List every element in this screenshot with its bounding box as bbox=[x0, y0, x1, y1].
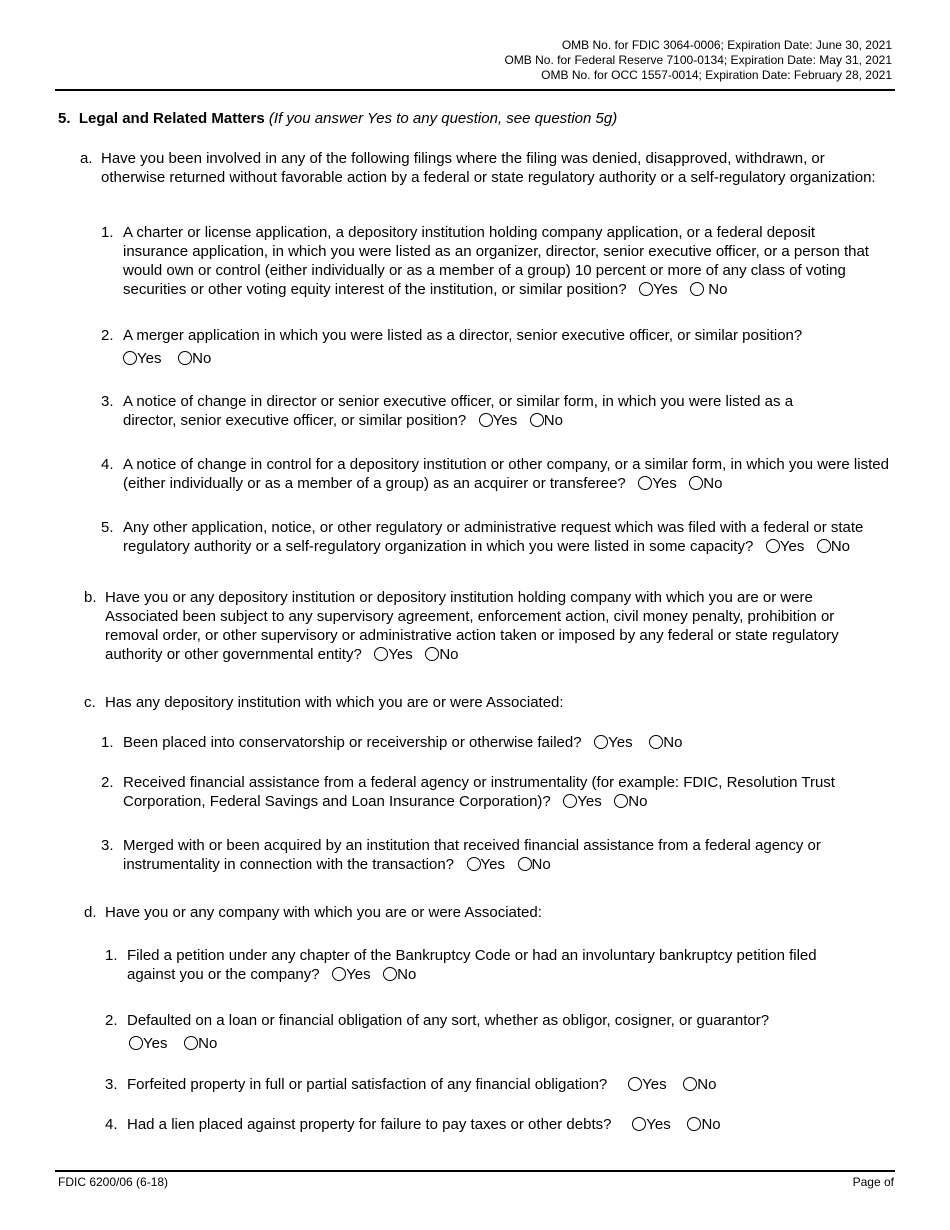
d2-yes-radio[interactable] bbox=[129, 1036, 143, 1050]
question-c3 bbox=[101, 836, 861, 874]
yes-label: Yes bbox=[143, 1035, 168, 1052]
no-label: No bbox=[628, 793, 648, 810]
question-d3 bbox=[105, 1075, 885, 1094]
a4-no-radio[interactable] bbox=[689, 476, 703, 490]
question-a1-label: 1. bbox=[101, 224, 114, 241]
question-c-label: c. bbox=[84, 694, 96, 711]
section-note: (If you answer Yes to any question, see question 5g) bbox=[268, 110, 618, 127]
no-label: No bbox=[703, 475, 723, 492]
question-a1-text: A charter or license application, a depository institution holding company application, or a federal deposit insurance application, in which you were listed as an organizer, director, senior executive officer, or a person that would own or control (either individually or as a member of a group) 10 percent or more of any class of voting securities or other voting equity interest of the institution, or similar position? bbox=[123, 224, 869, 298]
question-d1 bbox=[105, 946, 855, 984]
question-a5-label: 5. bbox=[101, 519, 114, 536]
a1-no-radio[interactable] bbox=[690, 282, 704, 296]
question-d4-label: 4. bbox=[105, 1116, 118, 1133]
omb-header bbox=[504, 38, 892, 83]
question-d-label: d. bbox=[84, 904, 97, 921]
d2-no-radio[interactable] bbox=[184, 1036, 198, 1050]
omb-line-federal-reserve: OMB No. for Federal Reserve 7100-0134; Expiration Date: May 31, 2021 bbox=[504, 53, 892, 67]
yes-label: Yes bbox=[480, 856, 506, 873]
question-d3-label: 3. bbox=[105, 1076, 118, 1093]
d3-no-radio[interactable] bbox=[683, 1077, 697, 1091]
question-c2-text: Received financial assistance from a federal agency or instrumentality (for example: FDIC, Resolution Trust Corporation, Federal Savings and Loan Insurance Corporation)? bbox=[123, 774, 835, 810]
question-c3-label: 3. bbox=[101, 837, 114, 854]
no-label: No bbox=[830, 538, 851, 555]
yes-label: Yes bbox=[653, 281, 678, 298]
question-c3-text: Merged with or been acquired by an institution that received financial assistance from a federal agency or instrumentality in connection with the transaction? bbox=[123, 837, 821, 873]
c1-yes-radio[interactable] bbox=[594, 735, 608, 749]
question-d bbox=[84, 903, 874, 922]
c2-yes-radio[interactable] bbox=[563, 794, 577, 808]
a1-yes-radio[interactable] bbox=[639, 282, 653, 296]
question-a4-label: 4. bbox=[101, 456, 114, 473]
b-yes-radio[interactable] bbox=[374, 647, 388, 661]
question-a5-text: Any other application, notice, or other regulatory or administrative request which was filed with a federal or state regulatory authority or a self-regulatory organization in which you were listed in some capacity? bbox=[123, 519, 864, 555]
yes-label: Yes bbox=[388, 646, 413, 663]
yes-label: Yes bbox=[642, 1076, 667, 1093]
no-label: No bbox=[697, 1076, 717, 1093]
question-a-text: Have you been involved in any of the following filings where the filing was denied, disapproved, withdrawn, or otherwise returned without favorable action by a federal or state regulatory authority or a self-regulatory organization: bbox=[101, 150, 876, 186]
no-label: No bbox=[192, 350, 212, 367]
d1-no-radio[interactable] bbox=[383, 967, 397, 981]
yes-label: Yes bbox=[577, 793, 602, 810]
c2-no-radio[interactable] bbox=[614, 794, 628, 808]
question-c-text: Has any depository institution with which you are or were Associated: bbox=[105, 694, 564, 711]
d4-yes-radio[interactable] bbox=[632, 1117, 646, 1131]
c3-no-radio[interactable] bbox=[518, 857, 532, 871]
no-label: No bbox=[708, 281, 728, 298]
question-c1-label: 1. bbox=[101, 734, 114, 751]
a2-no-radio[interactable] bbox=[178, 351, 192, 365]
section-heading: Legal and Related Matters bbox=[78, 110, 265, 127]
question-c2-label: 2. bbox=[101, 774, 114, 791]
d3-yes-radio[interactable] bbox=[628, 1077, 642, 1091]
yes-label: Yes bbox=[346, 966, 371, 983]
question-a3-label: 3. bbox=[101, 393, 114, 410]
section-number: 5. bbox=[58, 110, 71, 127]
question-d-text: Have you or any company with which you are or were Associated: bbox=[105, 904, 542, 921]
section-title bbox=[58, 110, 617, 127]
no-label: No bbox=[531, 856, 551, 873]
question-a bbox=[80, 149, 880, 187]
no-label: No bbox=[543, 412, 563, 429]
a5-no-radio[interactable] bbox=[817, 539, 831, 553]
a4-yes-radio[interactable] bbox=[638, 476, 652, 490]
yes-label: Yes bbox=[652, 475, 677, 492]
question-b-text: Have you or any depository institution or depository institution holding company with which you are or were Associated been subject to any supervisory agreement, enforcement action, civil money penalty, prohibition or removal order, or other supervisory or administrative action taken or imposed by any federal or state regulatory authority or other governmental entity? bbox=[105, 589, 839, 663]
question-c bbox=[84, 693, 874, 712]
question-a4-text: A notice of change in control for a depository institution or other company, or a similar form, in which you were listed (either individually or as a member of a group) as an acquirer or transferee? bbox=[123, 456, 889, 492]
question-b bbox=[84, 588, 874, 664]
header-divider bbox=[55, 89, 895, 91]
yes-label: Yes bbox=[492, 412, 518, 429]
question-a5 bbox=[101, 518, 896, 556]
c3-yes-radio[interactable] bbox=[467, 857, 481, 871]
footer-divider bbox=[55, 1170, 895, 1172]
question-d2 bbox=[105, 1011, 885, 1053]
yes-label: Yes bbox=[646, 1116, 671, 1133]
question-a3 bbox=[101, 392, 841, 430]
question-a1 bbox=[101, 223, 871, 299]
question-d2-text: Defaulted on a loan or financial obligation of any sort, whether as obligor, cosigner, or guarantor? bbox=[127, 1012, 770, 1029]
question-c1 bbox=[101, 733, 881, 752]
yes-label: Yes bbox=[608, 734, 633, 751]
b-no-radio[interactable] bbox=[425, 647, 439, 661]
no-label: No bbox=[701, 1116, 721, 1133]
question-c1-text: Been placed into conservatorship or receivership or otherwise failed? bbox=[123, 734, 582, 751]
question-a2-label: 2. bbox=[101, 327, 114, 344]
question-d4-text: Had a lien placed against property for failure to pay taxes or other debts? bbox=[127, 1116, 612, 1133]
yes-label: Yes bbox=[137, 350, 162, 367]
question-a3-text: A notice of change in director or senior executive officer, or similar form, in which you were listed as a director, senior executive officer, or similar position? bbox=[123, 393, 794, 429]
no-label: No bbox=[439, 646, 459, 663]
no-label: No bbox=[663, 734, 683, 751]
question-d2-label: 2. bbox=[105, 1012, 118, 1029]
d4-no-radio[interactable] bbox=[687, 1117, 701, 1131]
question-a2 bbox=[101, 326, 871, 368]
d1-yes-radio[interactable] bbox=[332, 967, 346, 981]
a3-no-radio[interactable] bbox=[530, 413, 544, 427]
no-label: No bbox=[397, 966, 417, 983]
omb-line-occ: OMB No. for OCC 1557-0014; Expiration Date: February 28, 2021 bbox=[541, 68, 892, 82]
question-d4 bbox=[105, 1115, 885, 1134]
a2-yes-radio[interactable] bbox=[123, 351, 137, 365]
a5-yes-radio[interactable] bbox=[766, 539, 780, 553]
question-d1-text: Filed a petition under any chapter of the Bankruptcy Code or had an involuntary bankruptcy petition filed against you or the company? bbox=[127, 947, 817, 983]
c1-no-radio[interactable] bbox=[649, 735, 663, 749]
page-number: Page of bbox=[852, 1175, 894, 1189]
question-a2-text: A merger application in which you were listed as a director, senior executive officer, or similar position? bbox=[123, 327, 803, 344]
yes-label: Yes bbox=[779, 538, 805, 555]
question-a4 bbox=[101, 455, 891, 493]
question-d1-label: 1. bbox=[105, 947, 118, 964]
question-a-label: a. bbox=[80, 150, 93, 167]
no-label: No bbox=[198, 1035, 218, 1052]
question-c2 bbox=[101, 773, 881, 811]
form-id: FDIC 6200/06 (6-18) bbox=[58, 1175, 169, 1189]
question-d3-text: Forfeited property in full or partial satisfaction of any financial obligation? bbox=[127, 1076, 608, 1093]
question-b-label: b. bbox=[84, 589, 97, 606]
omb-line-fdic: OMB No. for FDIC 3064-0006; Expiration Date: June 30, 2021 bbox=[561, 38, 892, 52]
a3-yes-radio[interactable] bbox=[479, 413, 493, 427]
